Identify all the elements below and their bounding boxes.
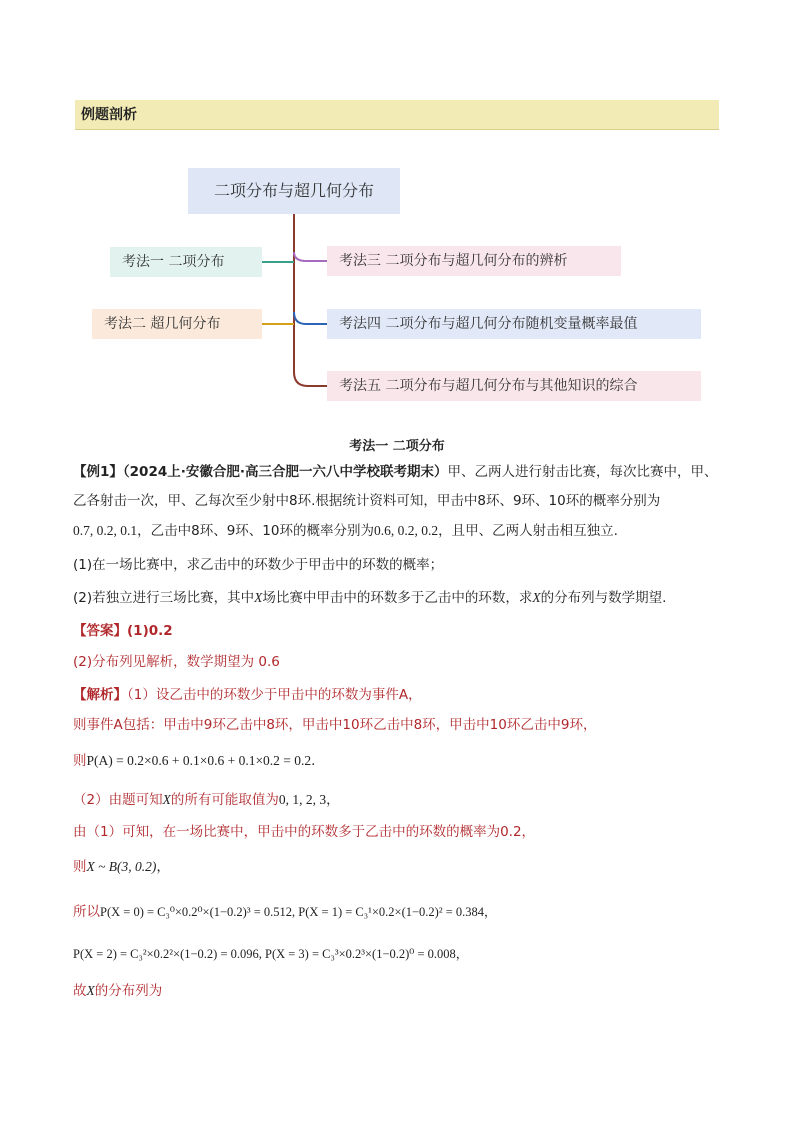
mindmap-node-right-3: 考法五 二项分布与超几何分布与其他知识的综合 — [327, 371, 701, 401]
analysis-text: 则 — [73, 859, 87, 875]
analysis-tag: 【解析】 — [73, 687, 127, 703]
mindmap-node-left-2: 考法二 超几何分布 — [92, 309, 262, 339]
example-line-2: 乙各射击一次，甲、乙每次至少射中8环.根据统计资料可知，甲击中8环、9环、10环的概率分别为 — [73, 493, 661, 509]
formula-p2-p3: P(X = 2) = C₃²×0.2²×(1−0.2) = 0.096, P(X = 3) = C₃³×0.2³×(1−0.2)⁰ = 0.008 — [73, 947, 456, 961]
mindmap-node-right-1: 考法三 二项分布与超几何分布的辨析 — [327, 246, 621, 276]
formula-binomial: X ~ B(3, 0.2) — [86, 859, 157, 874]
q2-text: 场比赛中甲击中的环数多于乙击中的环数，求 — [262, 590, 533, 606]
var-x: X — [86, 983, 95, 998]
q2-text: 的分布列与数学期望. — [540, 590, 667, 606]
var-x: X — [162, 792, 171, 807]
analysis-line-9 — [73, 982, 733, 1000]
formula-p0-p1: P(X = 0) = C₃⁰×0.2⁰×(1−0.2)³ = 0.512, P(X = 1) = C₃¹×0.2×(1−0.2)² = 0.384 — [100, 905, 485, 919]
analysis-line-1 — [73, 686, 733, 704]
analysis-text: 的分布列为 — [94, 983, 163, 999]
analysis-text: （1）设乙击中的环数少于甲击中的环数为事件A， — [127, 687, 422, 703]
analysis-line-2: 则事件A包括：甲击中9环乙击中8环，甲击中10环乙击中8环，甲击中10环乙击中9环， — [73, 717, 597, 733]
section-banner: 例题剖析 — [75, 100, 719, 130]
prob-values-b: 0.6, 0.2, 0.2 — [373, 523, 439, 538]
analysis-text: 故 — [73, 983, 87, 999]
trunk-line — [294, 214, 327, 386]
example-text: ，且甲、乙两人射击相互独立. — [438, 523, 618, 539]
analysis-text: 的所有可能取值为 — [170, 792, 279, 808]
var-x: X — [254, 590, 263, 605]
connector-right2 — [294, 312, 327, 324]
analysis-text: . — [311, 753, 316, 769]
q2-text: (2)若独立进行三场比赛，其中 — [73, 590, 255, 606]
answer-1: (1)0.2 — [127, 623, 173, 639]
analysis-text: 则 — [73, 753, 87, 769]
example-line-1 — [73, 463, 733, 481]
mindmap-node-right-2: 考法四 二项分布与超几何分布随机变量概率最值 — [327, 309, 701, 339]
var-x: X — [532, 590, 541, 605]
values-list: 0, 1, 2, 3 — [278, 792, 327, 807]
analysis-line-4 — [73, 791, 733, 809]
formula-pa: P(A) = 0.2×0.6 + 0.1×0.6 + 0.1×0.2 = 0.2 — [86, 753, 312, 768]
example-tag: 【例1】 — [73, 464, 123, 480]
analysis-text: ， — [326, 792, 340, 808]
example-text: 甲、乙两人进行射击比赛，每次比赛中，甲、 — [447, 464, 718, 480]
example-text: ，乙击中8环、9环、10环的概率分别为 — [137, 523, 374, 539]
answer-line-2: (2)分布列见解析，数学期望为 0.6 — [73, 654, 280, 670]
mindmap-node-left-1: 考法一 二项分布 — [110, 247, 262, 277]
analysis-text: ， — [455, 946, 469, 961]
analysis-line-6 — [73, 858, 733, 876]
example-source: （2024上·安徽合肥·高三合肥一六八中学校联考期末） — [122, 464, 448, 480]
answer-tag: 【答案】 — [73, 623, 127, 639]
example-line-3 — [73, 522, 733, 540]
question-1: (1)在一场比赛中，求乙击中的环数少于甲击中的环数的概率； — [73, 557, 444, 573]
analysis-line-5: 由（1）可知，在一场比赛中，甲击中的环数多于乙击中的环数的概率为0.2， — [73, 824, 536, 840]
analysis-line-3 — [73, 752, 733, 770]
analysis-text: ， — [484, 904, 497, 919]
analysis-text: ， — [156, 859, 170, 875]
analysis-line-7 — [73, 903, 733, 921]
analysis-text: （2）由题可知 — [73, 792, 163, 808]
section-title: 考法一 二项分布 — [349, 439, 445, 454]
prob-values-a: 0.7, 0.2, 0.1 — [73, 523, 138, 538]
mindmap-root: 二项分布与超几何分布 — [188, 168, 400, 214]
analysis-line-8 — [73, 945, 733, 963]
analysis-text: 所以 — [73, 904, 100, 920]
answer-line-1 — [73, 622, 733, 640]
question-2 — [73, 589, 733, 607]
connector-right1 — [294, 252, 327, 261]
